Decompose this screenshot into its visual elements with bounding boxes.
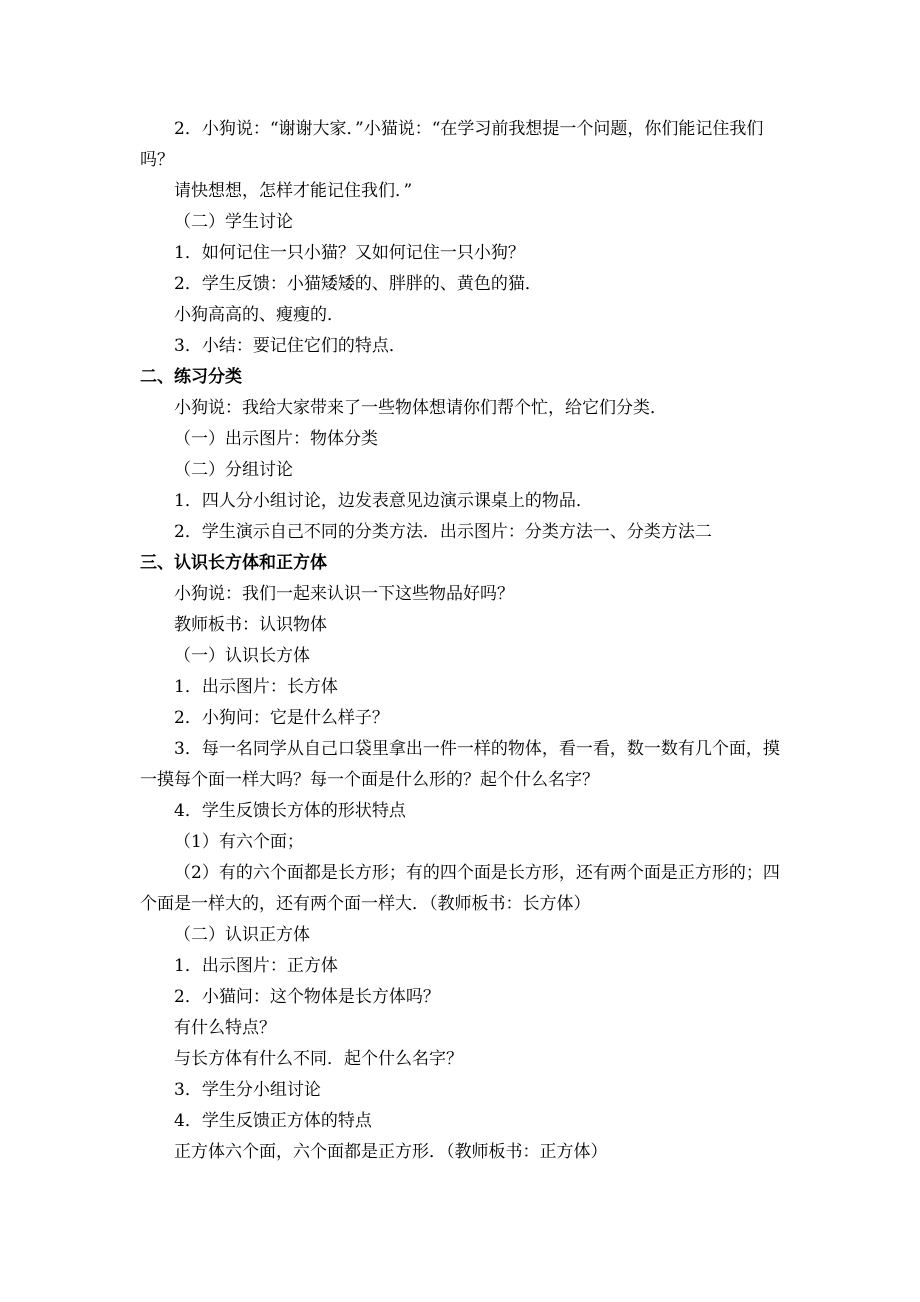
section-heading: 二、练习分类 xyxy=(140,367,242,387)
paragraph-line: 1．如何记住一只小猫？又如何记住一只小狗？ xyxy=(174,243,525,263)
paragraph-line: 小狗说：我给大家带来了一些物体想请你们帮个忙，给它们分类． xyxy=(174,398,667,418)
paragraph: （2）有的六个面都是长方形；有的四个面是长方形，还有两个面是正方形的；四个面是一样大的，还有两个面一样大．（教师板书：长方体） xyxy=(140,863,780,914)
paragraph: 2．小狗说：“谢谢大家．”小猫说：“在学习前我想提一个问题，你们能记住我们吗？ xyxy=(140,119,764,170)
document-body xyxy=(140,114,790,1168)
subsection-title: （二）学生讨论 xyxy=(174,212,293,232)
paragraph-line: 与长方体有什么不同．起个什么名字？ xyxy=(174,1049,463,1069)
subsection-title: （一）出示图片：物体分类 xyxy=(174,429,378,449)
paragraph-line: 小狗高高的、瘦瘦的． xyxy=(174,305,344,325)
subsection-title: （1）有六个面； xyxy=(174,832,304,852)
paragraph-line: 4．学生反馈正方体的特点 xyxy=(174,1111,372,1131)
paragraph-line: 2．小猫问：这个物体是长方体吗？ xyxy=(174,987,440,1007)
paragraph-line: 教师板书：认识物体 xyxy=(174,615,327,635)
paragraph-line: 小狗说：我们一起来认识一下这些物品好吗？ xyxy=(174,584,514,604)
paragraph-line: 3．学生分小组讨论 xyxy=(174,1080,321,1100)
paragraph: 3．每一名同学从自己口袋里拿出一件一样的物体，看一看，数一数有几个面，摸一摸每个面一样大吗？每一个面是什么形的？起个什么名字？ xyxy=(140,739,780,790)
paragraph-line: 2．学生演示自己不同的分类方法．出示图片：分类方法一、分类方法二 xyxy=(174,522,712,542)
paragraph-line: 有什么特点？ xyxy=(174,1018,276,1038)
paragraph-line: 2．学生反馈：小猫矮矮的、胖胖的、黄色的猫． xyxy=(174,274,542,294)
paragraph-line: 请快想想，怎样才能记住我们．” xyxy=(174,181,413,201)
subsection-title: （二）认识正方体 xyxy=(174,925,310,945)
paragraph-line: 4．学生反馈长方体的形状特点 xyxy=(174,801,406,821)
subsection-title: （二）分组讨论 xyxy=(174,460,293,480)
subsection-title: （一）认识长方体 xyxy=(174,646,310,666)
paragraph-line: 3．小结：要记住它们的特点． xyxy=(174,336,406,356)
section-heading: 三、认识长方体和正方体 xyxy=(140,553,327,573)
paragraph-line: 2．小狗问：它是什么样子？ xyxy=(174,708,389,728)
paragraph-line: 1．出示图片：正方体 xyxy=(174,956,338,976)
paragraph-line: 1．四人分小组讨论，边发表意见边演示课桌上的物品． xyxy=(174,491,593,511)
paragraph-line: 1．出示图片：长方体 xyxy=(174,677,338,697)
paragraph-line: 正方体六个面，六个面都是正方形．（教师板书：正方体） xyxy=(174,1142,608,1162)
